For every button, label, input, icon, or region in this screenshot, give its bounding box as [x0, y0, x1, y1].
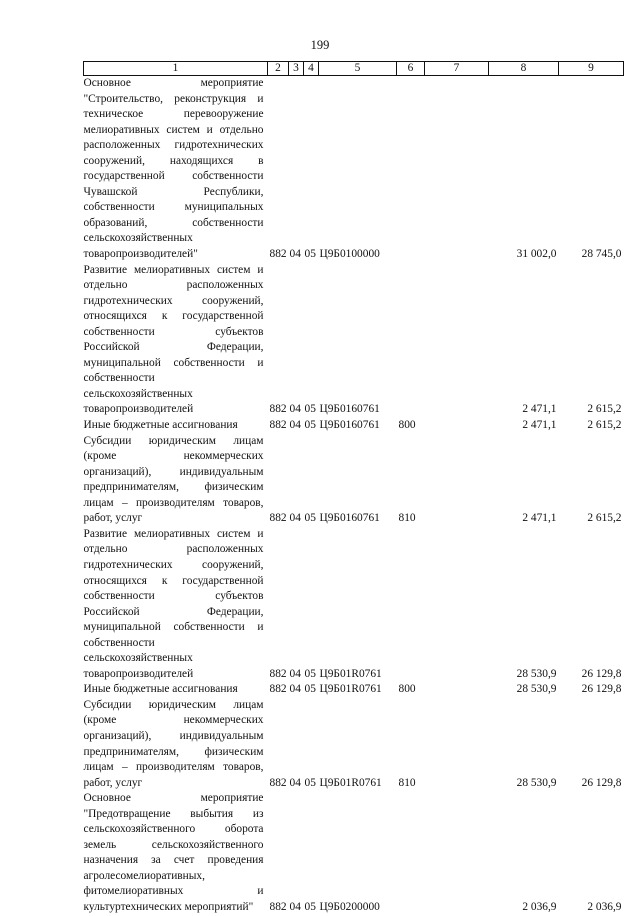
table-row: [84, 418, 624, 434]
row-expense-type-cell: 800: [398, 683, 416, 696]
row-amount-8-cell: 2 036,9: [522, 900, 557, 913]
column-header-2: 2: [268, 62, 289, 76]
row-section-cell: 04: [289, 667, 301, 680]
row-target-article-cell: Ц9Б0100000: [319, 248, 380, 261]
row-amount-9-cell: 2 615,2: [587, 419, 622, 432]
row-amount-9-cell: 2 615,2: [587, 512, 622, 525]
table-row: [84, 698, 624, 791]
column-header-3: 3: [289, 62, 304, 76]
row-subsection-cell: 05: [304, 248, 316, 261]
row-section-cell: 04: [289, 419, 301, 432]
row-expense-type-cell: [397, 76, 425, 263]
row-expense-type-cell: [397, 791, 425, 915]
row-subsection-cell: 05: [304, 667, 316, 680]
row-col7-cell: [425, 76, 489, 263]
row-amount-9-cell: 28 745,0: [581, 248, 622, 261]
row-name-cell: Субсидии юридическим лицам (кроме некоммерческих организаций), индивидуальным предпринимателям, физическим лицам – производителям товаров, работ, услуг: [83, 434, 264, 525]
row-name-cell: Иные бюджетные ассигнования: [83, 419, 238, 432]
column-number-row: [84, 62, 624, 76]
row-section-cell: 04: [289, 248, 301, 261]
row-amount-8-cell: 28 530,9: [516, 683, 557, 696]
row-section-cell: 04: [289, 900, 301, 913]
column-header-5: 5: [319, 62, 397, 76]
row-expense-type-cell: 800: [398, 419, 416, 432]
row-grbs-cell: 882: [269, 900, 287, 913]
row-grbs-cell: 882: [269, 419, 287, 432]
row-subsection-cell: 05: [304, 900, 316, 913]
table-row: [84, 682, 624, 698]
row-amount-9-cell: 2 036,9: [587, 900, 622, 913]
row-amount-9-cell: 26 129,8: [581, 683, 622, 696]
row-name-cell: Основное мероприятие "Строительство, реконструкция и техническое перевооружение мелиоративных систем и отдельно расположенных гидротехнических сооружений, находящихся в государственной собственности Чувашской Республики, собственности муниципальных образований, собственности сельскохозяйственных товаропроизводителей": [83, 77, 264, 261]
page-number: 199: [310, 38, 330, 52]
column-header-1: 1: [84, 62, 268, 76]
row-target-article-cell: Ц9Б0200000: [319, 900, 380, 913]
row-col7-cell: [425, 682, 489, 698]
row-grbs-cell: 882: [269, 667, 287, 680]
row-amount-9-cell: 2 615,2: [587, 403, 622, 416]
row-section-cell: 04: [289, 683, 301, 696]
row-expense-type-cell: 810: [398, 512, 416, 525]
row-name-cell: Основное мероприятие "Предотвращение выбытия из сельскохозяйственного оборота земель сельскохозяйственного назначения за счет проведения агролесомелиоративных, фитомелиоративных и культуртехнических мероприятий": [83, 792, 264, 913]
row-section-cell: 04: [289, 403, 301, 416]
column-header-8: 8: [489, 62, 559, 76]
row-col7-cell: [425, 418, 489, 434]
row-name-cell: Развитие мелиоративных систем и отдельно расположенных гидротехнических сооружений, относящихся к государственной собственности субъектов Российской Федерации, муниципальной собственности и собственности сельскохозяйственных товаропроизводителей: [83, 263, 264, 416]
row-target-article-cell: Ц9Б0160761: [319, 403, 380, 416]
row-amount-8-cell: 28 530,9: [516, 667, 557, 680]
row-section-cell: 04: [289, 776, 301, 789]
row-amount-9-cell: 26 129,8: [581, 776, 622, 789]
row-target-article-cell: Ц9Б01R0761: [319, 667, 382, 680]
table-row: [84, 76, 624, 263]
row-grbs-cell: 882: [269, 776, 287, 789]
table-body: [84, 76, 624, 916]
row-subsection-cell: 05: [304, 776, 316, 789]
row-target-article-cell: Ц9Б01R0761: [319, 683, 382, 696]
row-target-article-cell: Ц9Б01R0761: [319, 776, 382, 789]
row-col7-cell: [425, 263, 489, 418]
row-section-cell: 04: [289, 512, 301, 525]
row-col7-cell: [425, 434, 489, 527]
table-row: [84, 527, 624, 682]
row-amount-8-cell: 28 530,9: [516, 776, 557, 789]
column-header-6: 6: [397, 62, 425, 76]
budget-table: [83, 61, 624, 916]
row-subsection-cell: 05: [304, 419, 316, 432]
row-expense-type-cell: [397, 527, 425, 682]
row-expense-type-cell: [397, 263, 425, 418]
row-amount-8-cell: 2 471,1: [522, 403, 557, 416]
row-col7-cell: [425, 698, 489, 791]
row-amount-8-cell: 31 002,0: [516, 248, 557, 261]
column-header-7: 7: [425, 62, 489, 76]
row-name-cell: Иные бюджетные ассигнования: [83, 683, 238, 696]
row-col7-cell: [425, 791, 489, 915]
column-header-4: 4: [304, 62, 319, 76]
row-expense-type-cell: 810: [398, 776, 416, 789]
table-row: [84, 434, 624, 527]
row-grbs-cell: 882: [269, 512, 287, 525]
column-header-9: 9: [559, 62, 624, 76]
row-target-article-cell: Ц9Б0160761: [319, 512, 380, 525]
row-name-cell: Субсидии юридическим лицам (кроме некоммерческих организаций), индивидуальным предпринимателям, физическим лицам – производителям товаров, работ, услуг: [83, 698, 264, 789]
row-name-cell: Развитие мелиоративных систем и отдельно расположенных гидротехнических сооружений, относящихся к государственной собственности субъектов Российской Федерации, муниципальной собственности и собственности сельскохозяйственных товаропроизводителей: [83, 527, 264, 680]
table-row: [84, 263, 624, 418]
row-amount-8-cell: 2 471,1: [522, 512, 557, 525]
table-row: [84, 791, 624, 915]
row-amount-9-cell: 26 129,8: [581, 667, 622, 680]
row-grbs-cell: 882: [269, 683, 287, 696]
row-subsection-cell: 05: [304, 512, 316, 525]
row-subsection-cell: 05: [304, 403, 316, 416]
row-grbs-cell: 882: [269, 248, 287, 261]
row-col7-cell: [425, 527, 489, 682]
row-target-article-cell: Ц9Б0160761: [319, 419, 380, 432]
row-amount-8-cell: 2 471,1: [522, 419, 557, 432]
row-subsection-cell: 05: [304, 683, 316, 696]
row-grbs-cell: 882: [269, 403, 287, 416]
